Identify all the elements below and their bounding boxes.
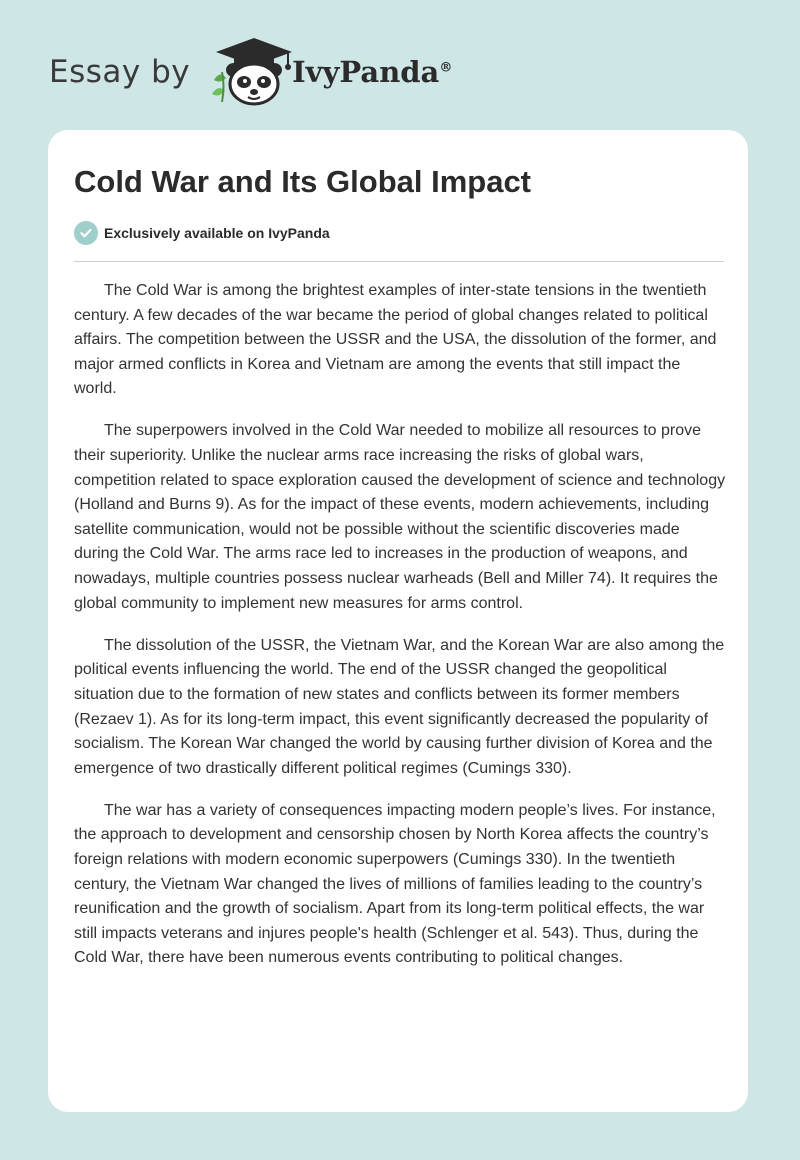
brand-name-text: IvyPanda <box>292 55 440 89</box>
essay-card <box>48 130 748 1112</box>
essay-title: Cold War and Its Global Impact <box>74 164 532 199</box>
paragraph: The Cold War is among the brightest examples of inter-state tensions in the twentieth century. A few decades of the war became the period of global changes related to political affairs. The competition between the USSR and the USA, the dissolution of the former, and major armed conflicts in Korea and Vietnam are among the events that still impact the world. <box>74 282 717 398</box>
paragraph: The superpowers involved in the Cold War needed to mobilize all resources to prove their superiority. Unlike the nuclear arms race increasing the risks of global wars, competition related to space exploration caused the development of science and technology (Holland and Burns 9). As for the impact of these events, modern achievements, including satellite communication, would not be possible without the scientific discoveries made during the Cold War. The arms race led to increases in the production of weapons, and nowadays, multiple countries possess nuclear warheads (Bell and Miller 74). It requires the global community to implement new measures for arms control. <box>74 422 726 612</box>
paragraph: The dissolution of the USSR, the Vietnam War, and the Korean War are also among the political events influencing the world. The end of the USSR changed the geopolitical situation due to the formation of new states and conflicts between its former members (Rezaev 1). As for its long-term impact, this event significantly decreased the popularity of socialism. The Korean War changed the world by causing further division of Korea and the emergence of two drastically different political regimes (Cumings 330). <box>74 636 725 777</box>
divider <box>74 261 724 262</box>
check-icon <box>74 221 98 245</box>
paragraph: The war has a variety of consequences impacting modern people’s lives. For instance, the approach to development and censorship chosen by North Korea affects the country’s foreign relations with modern economic superpowers (Cumings 330). In the twentieth century, the Vietnam War changed the lives of millions of families leading to the country’s reunification and the growth of socialism. Apart from its long-term political effects, the war still impacts veterans and injures people's health (Schlenger et al. 543). Thus, during the Cold War, there have been numerous events contributing to political changes. <box>74 801 716 967</box>
brand-header[interactable] <box>49 36 452 108</box>
exclusive-badge <box>74 221 330 245</box>
brand-name <box>292 55 452 89</box>
registered-mark: ® <box>439 60 453 76</box>
badge-text: Exclusively available on IvyPanda <box>104 225 330 241</box>
panda-logo-icon <box>204 36 296 108</box>
brand-prefix: Essay by <box>49 54 191 90</box>
essay-body <box>74 279 726 988</box>
